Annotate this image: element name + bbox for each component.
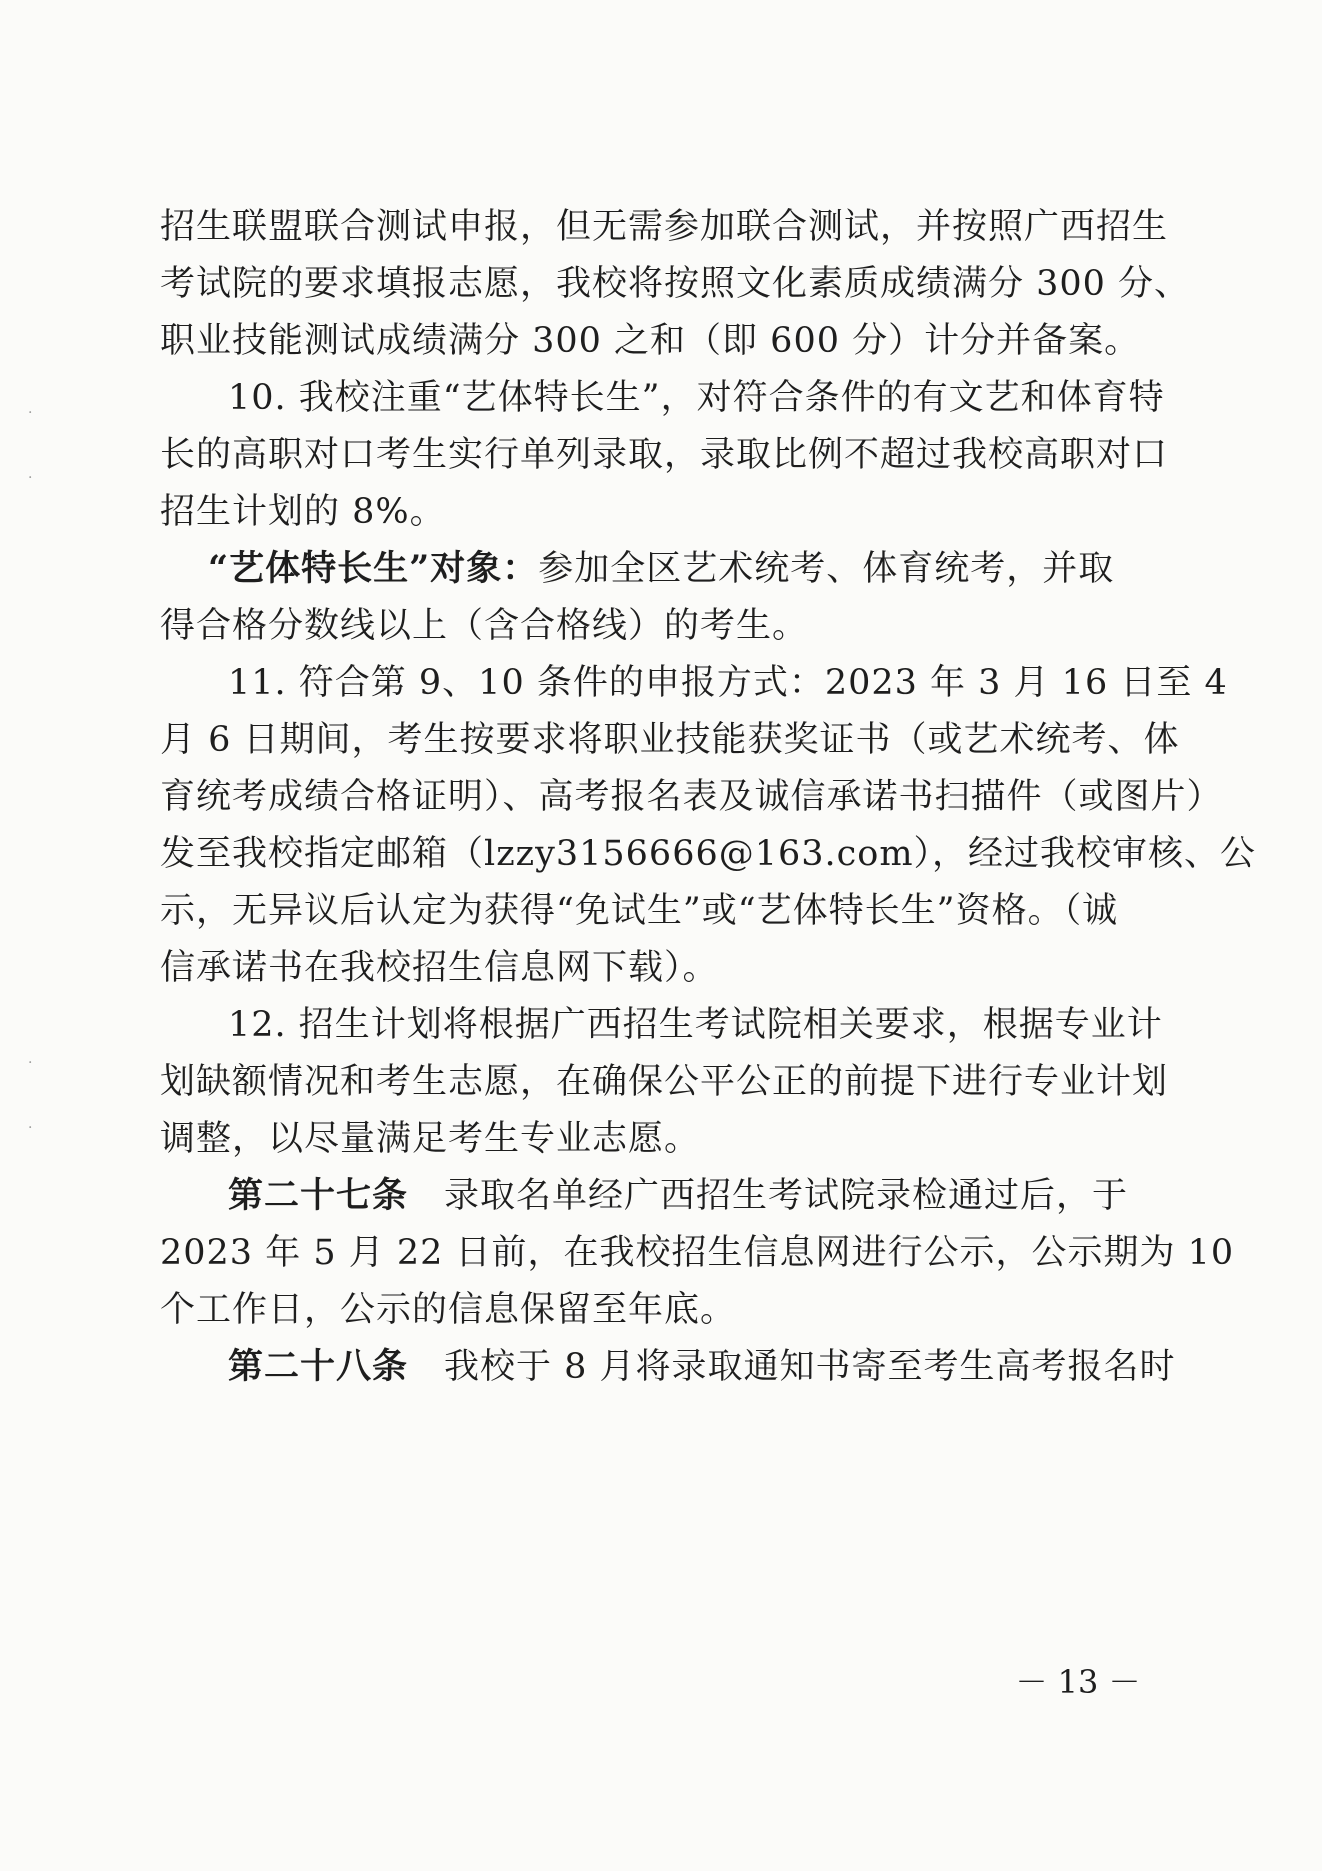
body-line: 示，无异议后认定为获得“免试生”或“艺体特长生”资格。（诚 (160, 891, 1119, 931)
article-27-text: 录取名单经广西招生考试院录检通过后，于 (444, 1176, 1129, 1216)
body-line: 划缺额情况和考生志愿，在确保公平公正的前提下进行专业计划 (160, 1062, 1169, 1102)
body-line: 2023 年 5 月 22 日前，在我校招生信息网进行公示，公示期为 10 (160, 1233, 1235, 1273)
scan-artifact: · (28, 470, 33, 486)
clause-11-line: 11. 符合第 9、10 条件的申报方式：2023 年 3 月 16 日至 4 (228, 663, 1228, 703)
article-28-line (228, 1345, 1176, 1389)
body-line: 招生联盟联合测试申报，但无需参加联合测试，并按照广西招生 (160, 207, 1169, 247)
body-line: 信承诺书在我校招生信息网下载）。 (160, 948, 719, 988)
body-line: 育统考成绩合格证明）、高考报名表及诚信承诺书扫描件（或图片） (160, 777, 1223, 817)
body-line: 长的高职对口考生实行单列录取，录取比例不超过我校高职对口 (160, 435, 1169, 475)
scan-artifact: · (28, 1120, 33, 1136)
art-sports-target-line (208, 547, 1140, 591)
article-28-heading: 第二十八条 (228, 1346, 409, 1387)
body-line: 考试院的要求填报志愿，我校将按照文化素质成绩满分 300 分、 (160, 264, 1191, 304)
article-28-text: 我校于 8 月将录取通知书寄至考生高考报名时 (444, 1347, 1176, 1387)
article-27-heading: 第二十七条 (228, 1175, 409, 1216)
scan-artifact: · (28, 1055, 33, 1071)
scan-artifact: · (28, 405, 33, 421)
body-line: 职业技能测试成绩满分 300 之和（即 600 分）计分并备案。 (160, 321, 1141, 361)
body-line: 得合格分数线以上（含合格线）的考生。 (160, 606, 809, 646)
art-sports-target-heading: “艺体特长生”对象： (208, 548, 539, 589)
clause-12-line: 12. 招生计划将根据广西招生考试院相关要求，根据专业计 (228, 1005, 1163, 1045)
article-27-line (228, 1174, 1140, 1218)
page-number: － 13 － (1015, 1663, 1141, 1701)
clause-10-line: 10. 我校注重“艺体特长生”，对符合条件的有文艺和体育特 (228, 378, 1165, 418)
body-line: 招生计划的 8%。 (160, 492, 446, 532)
art-sports-target-text: 参加全区艺术统考、体育统考，并取 (538, 549, 1115, 589)
email-line: 发至我校指定邮箱（lzzy3156666@163.com），经过我校审核、公 (160, 834, 1257, 874)
body-line: 月 6 日期间，考生按要求将职业技能获奖证书（或艺术统考、体 (160, 720, 1180, 760)
body-line: 调整，以尽量满足考生专业志愿。 (160, 1119, 701, 1159)
body-line: 个工作日，公示的信息保留至年底。 (160, 1290, 737, 1330)
